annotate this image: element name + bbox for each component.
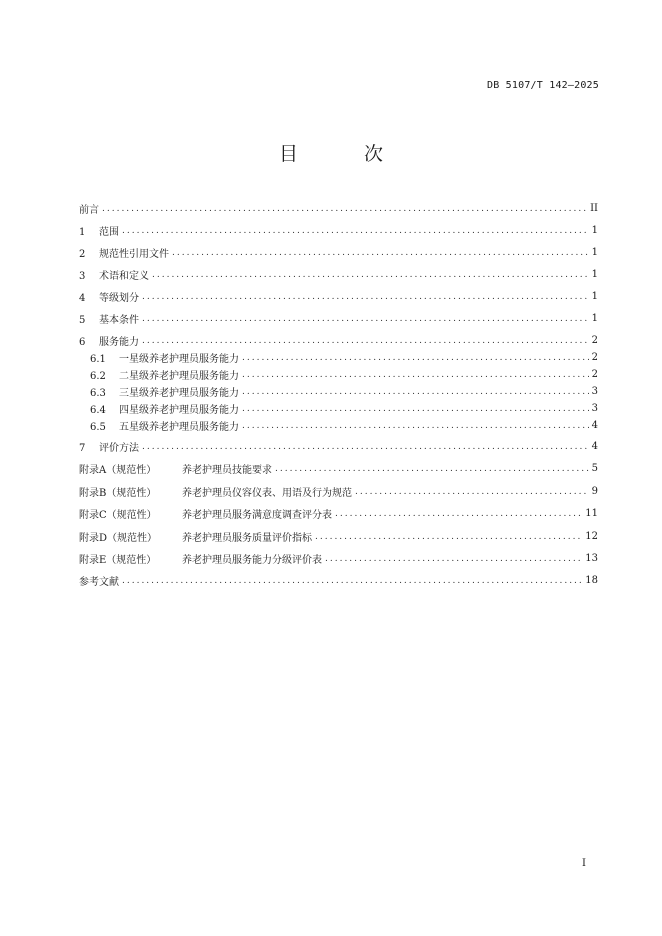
toc-entry-page: 1 [591, 225, 598, 236]
toc-entry-number: 附录B（规范性） [79, 488, 157, 499]
dot-leader [242, 353, 589, 363]
dot-leader [335, 509, 582, 519]
toc-entry-number: 4 [79, 293, 86, 304]
toc-entry-page: 4 [591, 420, 598, 431]
dot-leader [142, 292, 589, 302]
toc-entry-title: 二星级养老护理员服务能力 [119, 371, 239, 382]
toc-entry-bibliography[interactable] [79, 573, 598, 588]
dot-leader [142, 442, 589, 452]
toc-entry-number: 2 [79, 249, 86, 260]
toc-entry-page: 1 [591, 291, 598, 302]
toc-entry-page: 3 [591, 403, 598, 414]
toc-entry-page: 12 [585, 531, 598, 542]
dot-leader [102, 204, 587, 214]
toc-entry-number: 6.3 [90, 388, 106, 399]
toc-entry-appendix-a[interactable] [79, 461, 598, 476]
toc-entry-normative-references[interactable] [79, 245, 598, 260]
dot-leader [242, 387, 589, 397]
toc-entry-number: 附录A（规范性） [79, 465, 157, 476]
toc-entry-page: 2 [591, 369, 598, 380]
dot-leader [122, 226, 589, 236]
dot-leader [325, 554, 582, 564]
toc-entry-service-ability[interactable] [79, 333, 598, 348]
toc-entry-page: 11 [585, 508, 598, 519]
toc-entry-title: 养老护理员服务能力分级评价表 [182, 555, 322, 566]
toc-entry-number: 6 [79, 337, 86, 348]
toc-entry-title: 前言 [79, 205, 99, 216]
toc-entry-number: 5 [79, 315, 86, 326]
toc-entry-number: 6.2 [90, 371, 106, 382]
toc-entry-page: II [590, 203, 598, 214]
toc-entry-page: 4 [591, 441, 598, 452]
toc-entry-title: 养老护理员服务质量评价指标 [182, 533, 312, 544]
toc-entry-basic-conditions[interactable] [79, 311, 598, 326]
toc-entry-page: 1 [591, 313, 598, 324]
toc-entry-appendix-c[interactable] [79, 506, 598, 521]
toc-entry-number: 6.1 [90, 354, 106, 365]
toc-entry-page: 1 [591, 269, 598, 280]
toc-entry-grade-classification[interactable] [79, 289, 598, 304]
toc-entry-appendix-d[interactable] [79, 529, 598, 544]
toc-entry-page: 2 [591, 335, 598, 346]
toc-entry-page: 2 [591, 352, 598, 363]
toc-entry-title: 三星级养老护理员服务能力 [119, 388, 239, 399]
toc-entry-title: 养老护理员服务满意度调查评分表 [182, 510, 332, 521]
toc-entry-number: 附录D（规范性） [79, 533, 158, 544]
page-title: 目 次 [278, 143, 414, 165]
toc-entry-scope[interactable] [79, 223, 598, 238]
toc-entry-title: 一星级养老护理员服务能力 [119, 354, 239, 365]
toc-entry-title: 四星级养老护理员服务能力 [119, 405, 239, 416]
toc-entry-page: 9 [591, 486, 598, 497]
toc-entry-appendix-b[interactable] [79, 484, 598, 499]
toc-entry-title: 术语和定义 [99, 271, 149, 282]
dot-leader [242, 404, 589, 414]
toc-entry-number: 附录C（规范性） [79, 510, 157, 521]
toc-entry-title: 范围 [99, 227, 119, 238]
toc-entry-page: 3 [591, 386, 598, 397]
toc-entry-number: 附录E（规范性） [79, 555, 157, 566]
toc-entry-page: 5 [591, 463, 598, 474]
toc-entry-title: 服务能力 [99, 337, 139, 348]
toc-entry-number: 6.5 [90, 422, 106, 433]
toc-entry-6-2[interactable] [79, 367, 598, 382]
toc-entry-terms-definitions[interactable] [79, 267, 598, 282]
dot-leader [355, 487, 589, 497]
toc-entry-appendix-e[interactable] [79, 551, 598, 566]
dot-leader [172, 248, 589, 258]
dot-leader [142, 314, 589, 324]
page-number: I [582, 858, 586, 869]
toc-entry-title: 基本条件 [99, 315, 139, 326]
toc-entry-6-5[interactable] [79, 418, 598, 433]
toc-entry-6-4[interactable] [79, 401, 598, 416]
toc-entry-number: 7 [79, 443, 86, 454]
toc-entry-title: 参考文献 [79, 577, 119, 588]
toc-entry-page: 18 [585, 575, 598, 586]
toc-entry-6-1[interactable] [79, 350, 598, 365]
toc-entry-title: 五星级养老护理员服务能力 [119, 422, 239, 433]
toc-entry-number: 3 [79, 271, 86, 282]
dot-leader [152, 270, 589, 280]
toc-entry-number: 6.4 [90, 405, 106, 416]
toc-entry-6-3[interactable] [79, 384, 598, 399]
toc-entry-title: 评价方法 [99, 443, 139, 454]
toc-entry-title: 养老护理员技能要求 [182, 465, 272, 476]
toc-entry-number: 1 [79, 227, 86, 238]
toc-entry-title: 等级划分 [99, 293, 139, 304]
toc-entry-title: 养老护理员仪容仪表、用语及行为规范 [182, 488, 352, 499]
dot-leader [315, 532, 582, 542]
document-code: DB 5107/T 142—2025 [487, 80, 599, 91]
dot-leader [142, 336, 589, 346]
toc-entry-evaluation-method[interactable] [79, 439, 598, 454]
dot-leader [242, 370, 589, 380]
toc-entry-page: 1 [591, 247, 598, 258]
toc-entry-foreword[interactable] [79, 201, 598, 216]
toc-entry-title: 规范性引用文件 [99, 249, 169, 260]
dot-leader [242, 421, 589, 431]
toc-entry-page: 13 [585, 553, 598, 564]
dot-leader [122, 576, 582, 586]
dot-leader [275, 464, 589, 474]
